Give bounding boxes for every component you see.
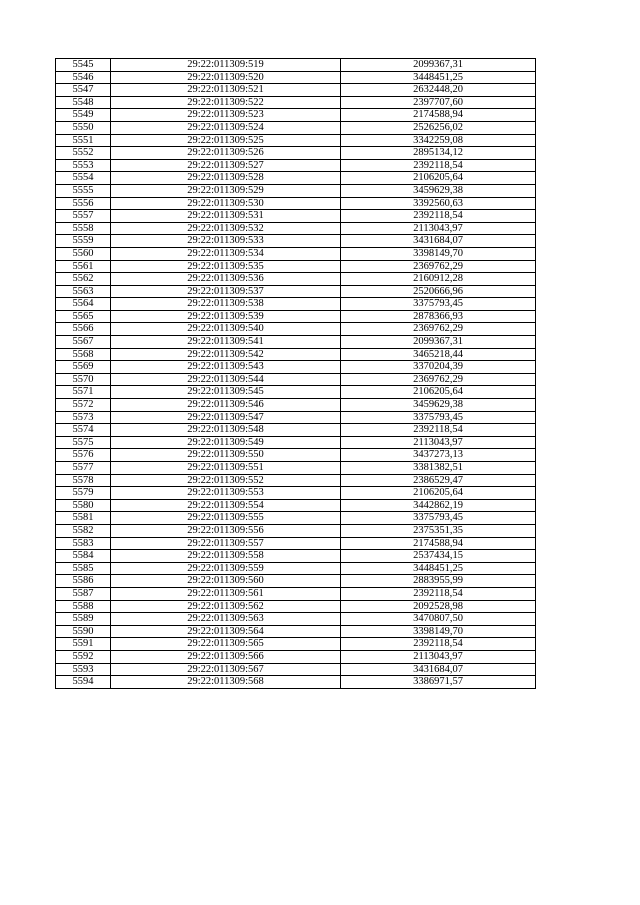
cadastral-number-cell: 29:22:011309:543 [111,361,341,374]
table-row [56,361,536,374]
cadastral-value-cell: 2106205,64 [341,386,536,399]
table-row [56,399,536,412]
cadastral-number-cell: 29:22:011309:535 [111,260,341,273]
row-number-cell: 5562 [56,273,111,286]
cadastral-number-cell: 29:22:011309:529 [111,184,341,197]
table-row [56,84,536,97]
cadastral-value-cell: 3392560,63 [341,197,536,210]
cadastral-number-cell: 29:22:011309:523 [111,109,341,122]
cadastral-number-cell: 29:22:011309:563 [111,613,341,626]
cadastral-value-cell: 3465218,44 [341,348,536,361]
row-number-cell: 5559 [56,235,111,248]
table-row [56,575,536,588]
cadastral-number-cell: 29:22:011309:545 [111,386,341,399]
table-row [56,235,536,248]
table-row [56,537,536,550]
cadastral-number-cell: 29:22:011309:562 [111,600,341,613]
table-row [56,424,536,437]
table-row [56,411,536,424]
cadastral-number-cell: 29:22:011309:528 [111,172,341,185]
cadastral-number-cell: 29:22:011309:538 [111,298,341,311]
cadastral-value-cell: 3370204,39 [341,361,536,374]
cadastral-number-cell: 29:22:011309:550 [111,449,341,462]
table-row [56,650,536,663]
table-row [56,210,536,223]
cadastral-value-cell: 2895134,12 [341,147,536,160]
row-number-cell: 5553 [56,159,111,172]
cadastral-value-cell: 3448451,25 [341,71,536,84]
cadastral-number-cell: 29:22:011309:537 [111,285,341,298]
cadastral-value-cell: 2537434,15 [341,550,536,563]
table-row [56,386,536,399]
table-row [56,613,536,626]
cadastral-value-cell: 2392118,54 [341,159,536,172]
cadastral-value-cell: 3470807,50 [341,613,536,626]
row-number-cell: 5550 [56,121,111,134]
cadastral-number-cell: 29:22:011309:549 [111,436,341,449]
cadastral-value-cell: 2106205,64 [341,487,536,500]
cadastral-value-cell: 2878366,93 [341,310,536,323]
row-number-cell: 5578 [56,474,111,487]
table-row [56,487,536,500]
row-number-cell: 5588 [56,600,111,613]
cadastral-number-cell: 29:22:011309:539 [111,310,341,323]
cadastral-value-cell: 3431684,07 [341,663,536,676]
table-row [56,285,536,298]
table-row [56,298,536,311]
cadastral-number-cell: 29:22:011309:531 [111,210,341,223]
row-number-cell: 5580 [56,499,111,512]
row-number-cell: 5546 [56,71,111,84]
cadastral-value-cell: 2160912,28 [341,273,536,286]
cadastral-value-cell: 3375793,45 [341,298,536,311]
table-row [56,348,536,361]
table-row [56,373,536,386]
cadastral-value-cell: 2113043,97 [341,436,536,449]
cadastral-value-cell: 2099367,31 [341,59,536,72]
row-number-cell: 5577 [56,462,111,475]
cadastral-number-cell: 29:22:011309:546 [111,399,341,412]
row-number-cell: 5552 [56,147,111,160]
table-row [56,436,536,449]
cadastral-number-cell: 29:22:011309:520 [111,71,341,84]
row-number-cell: 5581 [56,512,111,525]
cadastral-value-cell: 3437273,13 [341,449,536,462]
row-number-cell: 5583 [56,537,111,550]
row-number-cell: 5594 [56,676,111,689]
cadastral-value-cell: 3375793,45 [341,411,536,424]
table-row [56,109,536,122]
table-row [56,663,536,676]
cadastral-value-cell: 2174588,94 [341,109,536,122]
cadastral-number-cell: 29:22:011309:566 [111,650,341,663]
table-row [56,449,536,462]
cadastral-number-cell: 29:22:011309:524 [111,121,341,134]
table-row [56,310,536,323]
cadastral-number-cell: 29:22:011309:555 [111,512,341,525]
table-row [56,676,536,689]
table-row [56,587,536,600]
table-row [56,96,536,109]
row-number-cell: 5574 [56,424,111,437]
row-number-cell: 5570 [56,373,111,386]
table-row [56,462,536,475]
table-body [56,59,536,689]
row-number-cell: 5585 [56,562,111,575]
cadastral-number-cell: 29:22:011309:564 [111,625,341,638]
row-number-cell: 5547 [56,84,111,97]
table-row [56,147,536,160]
table-row [56,600,536,613]
row-number-cell: 5555 [56,184,111,197]
cadastral-number-cell: 29:22:011309:557 [111,537,341,550]
row-number-cell: 5563 [56,285,111,298]
table-row [56,625,536,638]
cadastral-value-cell: 3386971,57 [341,676,536,689]
cadastral-value-cell: 2092528,98 [341,600,536,613]
table-row [56,197,536,210]
cadastral-value-cell: 3398149,70 [341,247,536,260]
cadastral-value-cell: 3459629,38 [341,399,536,412]
cadastral-number-cell: 29:22:011309:560 [111,575,341,588]
cadastral-value-cell: 2113043,97 [341,650,536,663]
cadastral-number-cell: 29:22:011309:556 [111,524,341,537]
table-row [56,524,536,537]
row-number-cell: 5587 [56,587,111,600]
cadastral-number-cell: 29:22:011309:561 [111,587,341,600]
cadastral-value-cell: 2392118,54 [341,587,536,600]
table-row [56,499,536,512]
table-row [56,121,536,134]
cadastral-value-cell: 2883955,99 [341,575,536,588]
cadastral-number-cell: 29:22:011309:542 [111,348,341,361]
cadastral-value-cell: 2392118,54 [341,424,536,437]
cadastral-value-cell: 3459629,38 [341,184,536,197]
cadastral-number-cell: 29:22:011309:568 [111,676,341,689]
row-number-cell: 5575 [56,436,111,449]
cadastral-value-cell: 2174588,94 [341,537,536,550]
row-number-cell: 5586 [56,575,111,588]
cadastral-value-cell: 3375793,45 [341,512,536,525]
row-number-cell: 5593 [56,663,111,676]
cadastral-number-cell: 29:22:011309:552 [111,474,341,487]
table-row [56,323,536,336]
cadastral-number-cell: 29:22:011309:533 [111,235,341,248]
table-row [56,512,536,525]
row-number-cell: 5589 [56,613,111,626]
cadastral-value-cell: 2392118,54 [341,638,536,651]
cadastral-value-cell: 2099367,31 [341,336,536,349]
row-number-cell: 5582 [56,524,111,537]
row-number-cell: 5551 [56,134,111,147]
row-number-cell: 5573 [56,411,111,424]
row-number-cell: 5567 [56,336,111,349]
table-row [56,260,536,273]
table-row [56,562,536,575]
cadastral-number-cell: 29:22:011309:565 [111,638,341,651]
cadastral-number-cell: 29:22:011309:534 [111,247,341,260]
row-number-cell: 5591 [56,638,111,651]
row-number-cell: 5572 [56,399,111,412]
row-number-cell: 5568 [56,348,111,361]
cadastral-number-cell: 29:22:011309:540 [111,323,341,336]
cadastral-value-cell: 2369762,29 [341,323,536,336]
cadastral-number-cell: 29:22:011309:567 [111,663,341,676]
table-row [56,172,536,185]
cadastral-number-cell: 29:22:011309:521 [111,84,341,97]
row-number-cell: 5584 [56,550,111,563]
cadastral-number-cell: 29:22:011309:551 [111,462,341,475]
cadastral-value-table [55,58,536,689]
table-row [56,159,536,172]
cadastral-number-cell: 29:22:011309:525 [111,134,341,147]
row-number-cell: 5571 [56,386,111,399]
table-row [56,222,536,235]
cadastral-value-cell: 2375351,35 [341,524,536,537]
cadastral-value-cell: 3448451,25 [341,562,536,575]
cadastral-number-cell: 29:22:011309:522 [111,96,341,109]
cadastral-value-cell: 3431684,07 [341,235,536,248]
row-number-cell: 5549 [56,109,111,122]
cadastral-number-cell: 29:22:011309:536 [111,273,341,286]
table-row [56,184,536,197]
cadastral-number-cell: 29:22:011309:544 [111,373,341,386]
row-number-cell: 5557 [56,210,111,223]
table-row [56,474,536,487]
cadastral-value-cell: 2113043,97 [341,222,536,235]
row-number-cell: 5564 [56,298,111,311]
cadastral-number-cell: 29:22:011309:553 [111,487,341,500]
cadastral-number-cell: 29:22:011309:532 [111,222,341,235]
row-number-cell: 5569 [56,361,111,374]
row-number-cell: 5556 [56,197,111,210]
row-number-cell: 5558 [56,222,111,235]
cadastral-number-cell: 29:22:011309:548 [111,424,341,437]
cadastral-value-cell: 2369762,29 [341,373,536,386]
table-row [56,71,536,84]
cadastral-value-cell: 2520666,96 [341,285,536,298]
row-number-cell: 5561 [56,260,111,273]
cadastral-number-cell: 29:22:011309:541 [111,336,341,349]
row-number-cell: 5554 [56,172,111,185]
table-row [56,336,536,349]
cadastral-value-cell: 2397707,60 [341,96,536,109]
row-number-cell: 5590 [56,625,111,638]
cadastral-number-cell: 29:22:011309:519 [111,59,341,72]
row-number-cell: 5545 [56,59,111,72]
cadastral-number-cell: 29:22:011309:558 [111,550,341,563]
cadastral-number-cell: 29:22:011309:526 [111,147,341,160]
row-number-cell: 5576 [56,449,111,462]
cadastral-value-cell: 2106205,64 [341,172,536,185]
cadastral-value-cell: 3381382,51 [341,462,536,475]
cadastral-value-cell: 2386529,47 [341,474,536,487]
row-number-cell: 5565 [56,310,111,323]
cadastral-number-cell: 29:22:011309:554 [111,499,341,512]
cadastral-value-cell: 3398149,70 [341,625,536,638]
table-row [56,59,536,72]
table-row [56,273,536,286]
cadastral-value-cell: 2632448,20 [341,84,536,97]
table-row [56,247,536,260]
cadastral-number-cell: 29:22:011309:547 [111,411,341,424]
cadastral-value-cell: 3442862,19 [341,499,536,512]
cadastral-value-cell: 3342259,08 [341,134,536,147]
cadastral-number-cell: 29:22:011309:530 [111,197,341,210]
table-row [56,550,536,563]
row-number-cell: 5548 [56,96,111,109]
table-row [56,134,536,147]
cadastral-value-cell: 2526256,02 [341,121,536,134]
cadastral-number-cell: 29:22:011309:527 [111,159,341,172]
cadastral-number-cell: 29:22:011309:559 [111,562,341,575]
table-row [56,638,536,651]
row-number-cell: 5566 [56,323,111,336]
cadastral-value-cell: 2392118,54 [341,210,536,223]
cadastral-value-cell: 2369762,29 [341,260,536,273]
row-number-cell: 5560 [56,247,111,260]
row-number-cell: 5592 [56,650,111,663]
row-number-cell: 5579 [56,487,111,500]
